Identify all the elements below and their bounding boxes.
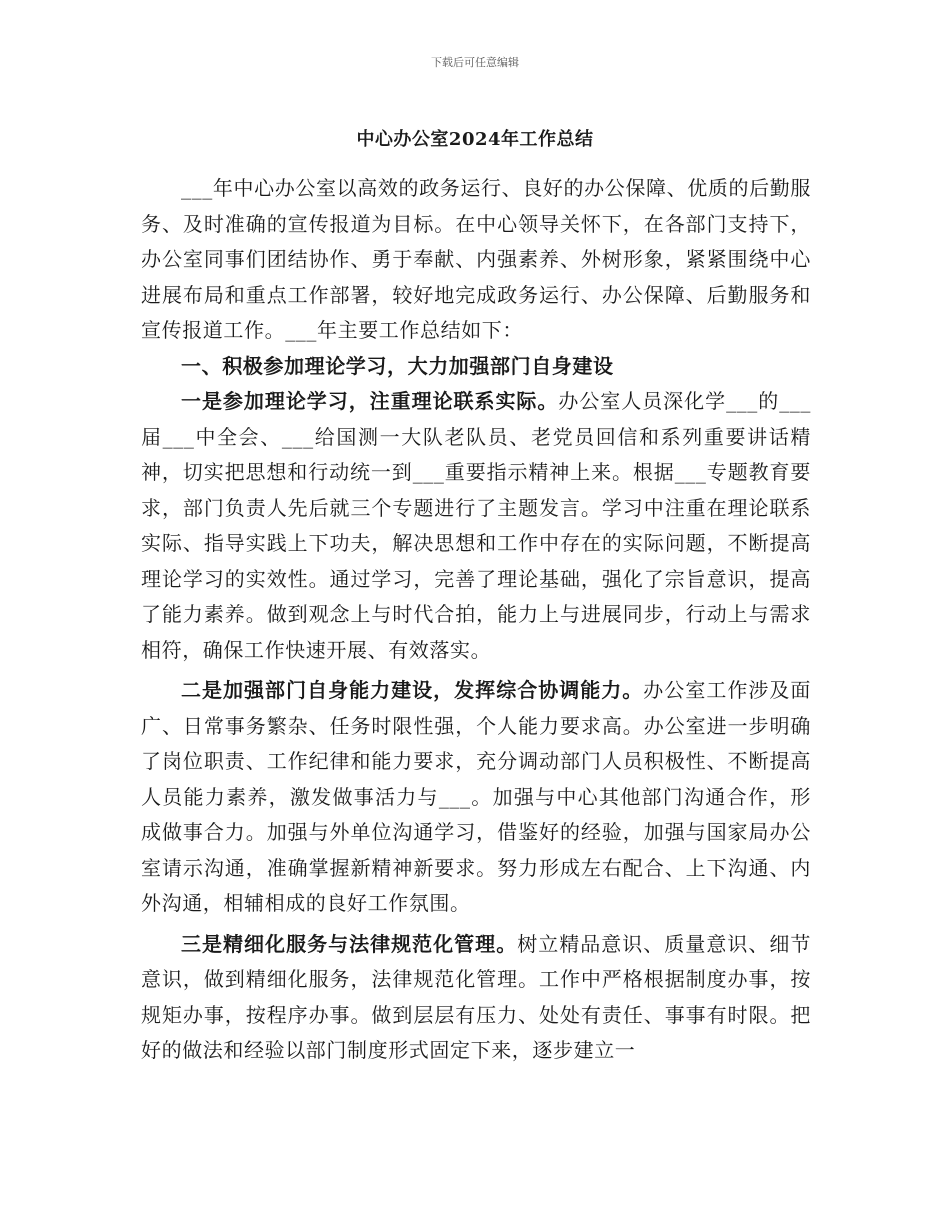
section-heading-1	[141, 349, 811, 385]
paragraph-lead: 三是精细化服务与法律规范化管理。	[181, 931, 518, 956]
paragraph-text: 办公室人员深化学___的___届___中全会、___给国测一大队老队员、老党员回信和系列重要讲话精神，切实把思想和行动统一到___重要指示精神上来。根据___专题教育要求，部门负责人先后就三个专题进行了主题发言。学习中注重在理论联系实际、指导实践上下功夫，解决思想和工作中存在的实际问题，不断提高理论学习的实效性。通过学习，完善了理论基础，强化了宗旨意识，提高了能力素养。做到观念上与时代合拍，能力上与进展同步，行动上与需求相符，确保工作快速开展、有效落实。	[141, 389, 811, 662]
section-heading-text: 一、积极参加理论学习，大力加强部门自身建设	[181, 353, 614, 378]
paragraph-lead: 一是参加理论学习，注重理论联系实际。	[181, 389, 559, 413]
paragraph-item-3	[141, 927, 811, 1069]
paragraph-lead: 二是加强部门自身能力建设，发挥综合协调能力。	[181, 678, 644, 702]
document-title: 中心办公室2024年工作总结	[356, 129, 594, 150]
paragraph-item-1	[141, 384, 811, 668]
paragraph-text: 树立精品意识、质量意识、细节意识，做到精细化服务，法律规范化管理。工作中严格根据制度办事，按规矩办事，按程序办事。做到层层有压力、处处有责任、事事有时限。把好的做法和经验以部门制度形式固定下来，逐步建立一	[141, 931, 811, 1062]
document-body	[141, 171, 811, 1069]
paragraph-item-2	[141, 673, 811, 922]
paragraph-text: 办公室工作涉及面广、日常事务繁杂、任务时限性强，个人能力要求高。办公室进一步明确了岗位职责、工作纪律和能力要求，充分调动部门人员积极性、不断提高人员能力素养，激发做事活力与___。加强与中心其他部门沟通合作，形成做事合力。加强与外单位沟通学习，借鉴好的经验，加强与国家局办公室请示沟通，准确掌握新精神新要求。努力形成左右配合、上下沟通、内外沟通，相辅相成的良好工作氛围。	[141, 678, 811, 915]
paragraph-text: ___年中心办公室以高效的政务运行、良好的办公保障、优质的后勤服务、及时准确的宣传报道为目标。在中心领导关怀下，在各部门支持下，办公室同事们团结协作、勇于奉献、内强素养、外树形象，紧紧围绕中心进展布局和重点工作部署，较好地完成政务运行、办公保障、后勤服务和宣传报道工作。___年主要工作总结如下：	[141, 176, 811, 342]
header-note: 下载后可任意编辑	[431, 56, 519, 69]
paragraph-intro	[141, 171, 811, 349]
